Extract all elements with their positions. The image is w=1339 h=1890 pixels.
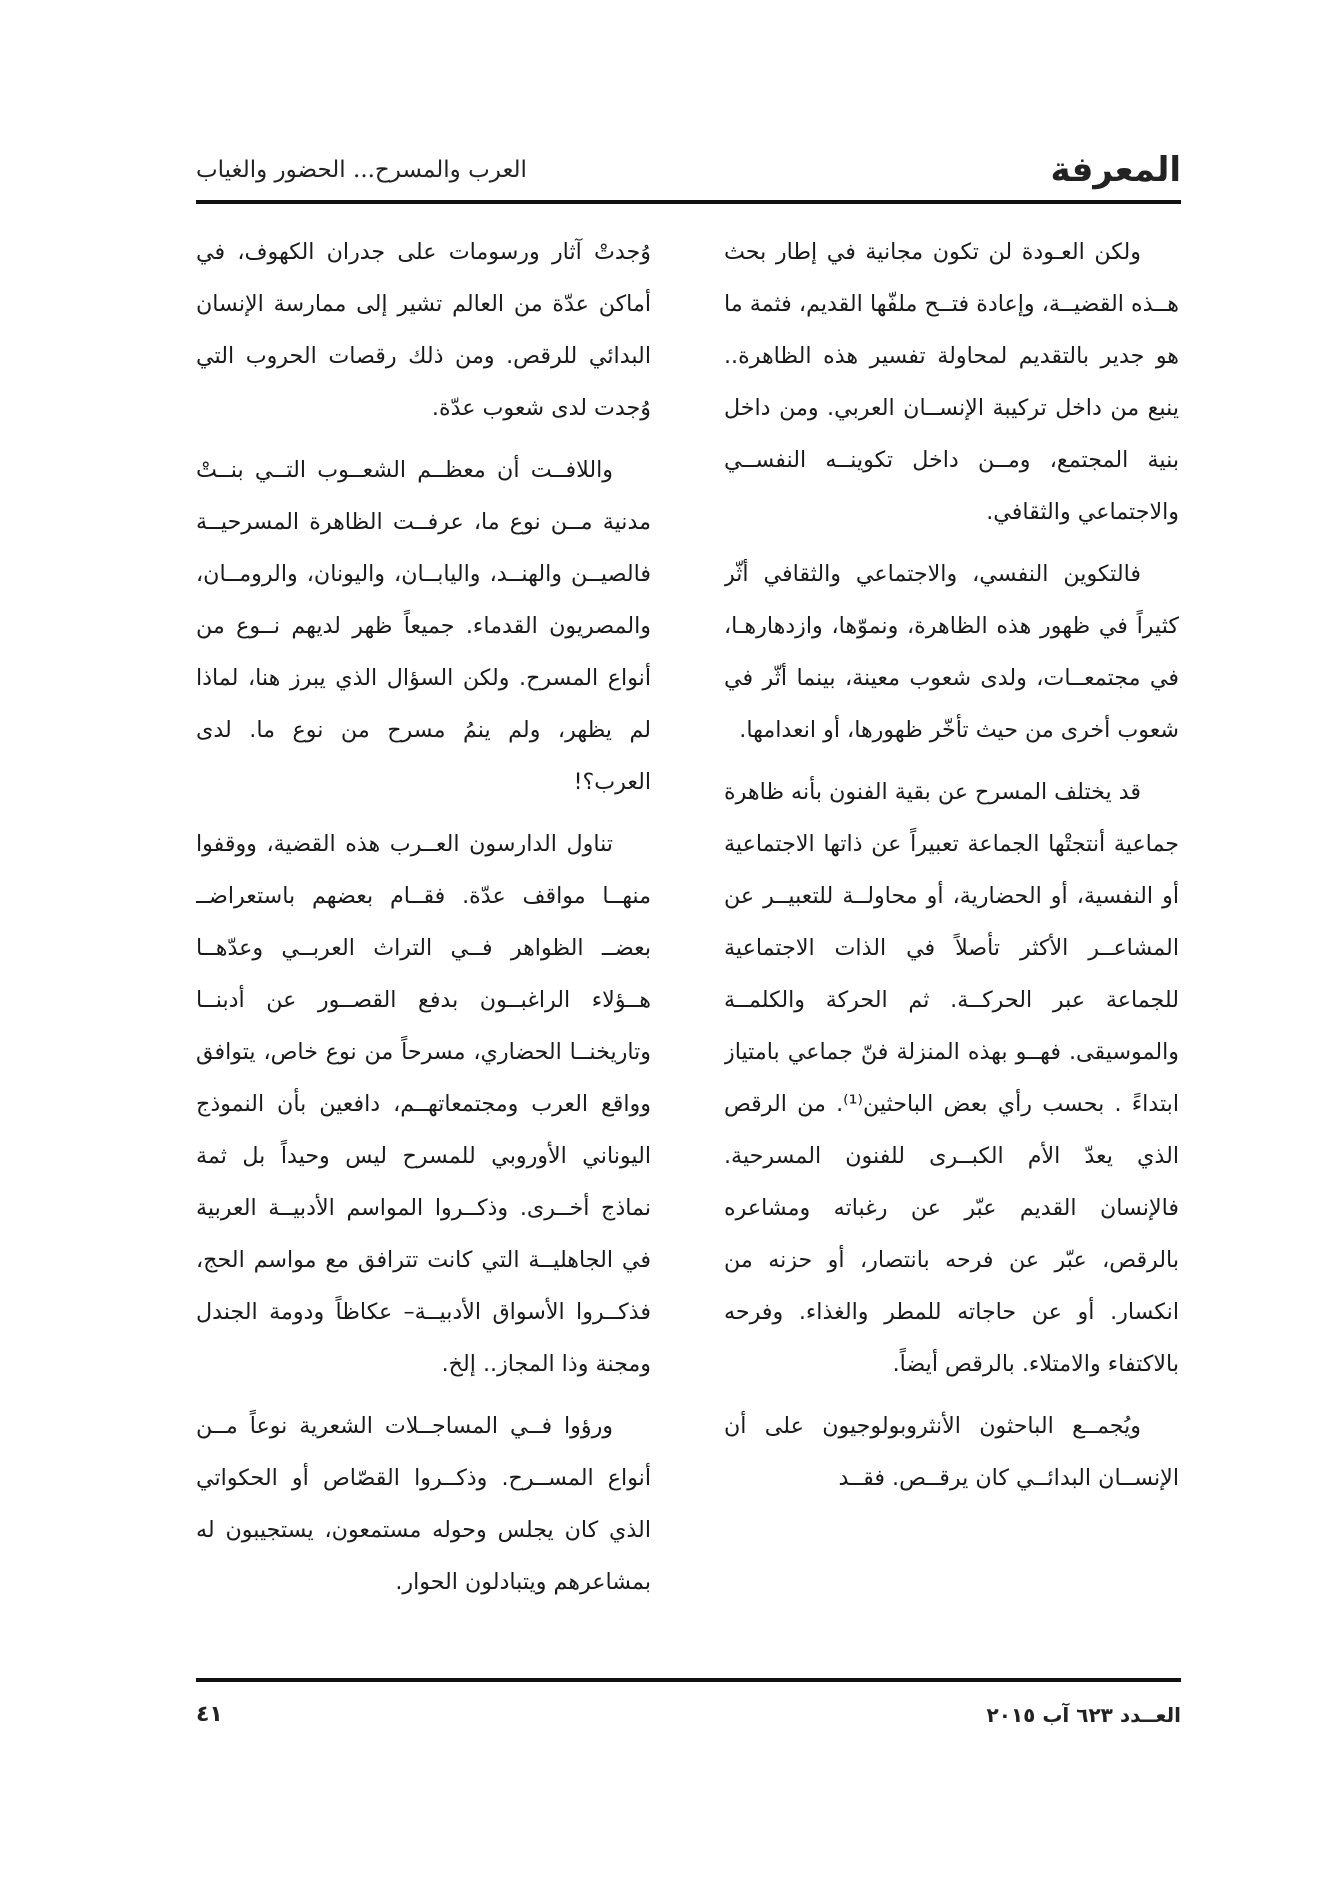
paragraph: تناول الدارسون العــرب هذه القضية، ووقفوا منهــا مواقف عدّة. فقــام بعضهم باستعراضــ بعضــ الظواهر فــي التراث العربــي وعدّهــا هــؤلاء الراغبــون بدفع القصــور عن أدبنــا وتاريخنــا الحضاري، مسرحاً من نوع خاص، يتوافق وواقع العرب ومجتمعاتهــم، دافعين بأن النموذج اليوناني الأوروبي للمسرح ليس وحيداً بل ثمة نماذج أخــرى. وذكــروا المواسم الأدبيــة العربية في الجاهليــة التي كانت تترافق مع مواسم الحج، فذكــروا الأسواق الأدبيــة– عكاظاً ودومة الجندل ومجنة وذا المجاز.. إلخ.: [196, 831, 651, 1377]
paragraph: وُجدتْ آثار ورسومات على جدران الكهوف، في أماكن عدّة من العالم تشير إلى ممارسة الإنسان البدائي للرقص. ومن ذلك رقصات الحروب التي وُجدت لدى شعوب عدّة.: [196, 239, 651, 421]
article-column-left: [196, 226, 651, 1666]
article-column-right: [724, 226, 1179, 1666]
page-number: ٤١: [196, 1702, 223, 1727]
page-footer: [196, 1698, 1181, 1732]
magazine-logo: المعرفة: [1050, 150, 1181, 190]
issue-info: العــدد ٦٢٣ آب ٢٠١٥: [986, 1703, 1181, 1727]
running-title: العرب والمسرح... الحضور والغياب: [196, 157, 527, 183]
paragraph: ولكن العـودة لن تكون مجانية في إطار بحث هــذه القضيــة، وإعادة فتــح ملفّها القديم، فثمة ما هو جدير بالتقديم لمحاولة تفسير هذه الظاهرة.. ينبع من داخل تركيبة الإنســان العربي. ومن داخل بنية المجتمع، ومــن داخل تكوينــه النفســي والاجتماعي والثقافي.: [724, 239, 1179, 525]
paragraph: واللافــت أن معظــم الشعــوب التــي بنــتْ مدنية مــن نوع ما، عرفــت الظاهرة المسرحيــة فالصيــن والهنــد، واليابــان، واليونان، والرومــان، والمصريون القدماء. جميعاً ظهر لديهم نــوع من أنواع المسرح. ولكن السؤال الذي يبرز هنا، لماذا لم يظهر، ولم ينمُ مسرح من نوع ما. لدى العرب؟!: [196, 457, 651, 795]
footer-rule: [196, 1678, 1181, 1682]
paragraph: فالتكوين النفسي، والاجتماعي والثقافي أثّر كثيراً في ظهور هذه الظاهرة، ونموّها، وازدهارهـا، في مجتمعــات، ولدى شعوب معينة، بينما أثّر في شعوب أخرى من حيث تأخّر ظهورها، أو انعدامها.: [724, 561, 1179, 743]
paragraph: قد يختلف المسرح عن بقية الفنون بأنه ظاهرة جماعية أنتجتْها الجماعة تعبيراً عن ذاتها الاجتماعية أو النفسية، أو الحضارية، أو محاولــة للتعبيــر عن المشاعــر الأكثر تأصلاً في الذات الاجتماعية للجماعة عبر الحركــة. ثم الحركة والكلمــة والموسيقى. فهــو بهذه المنزلة فنّ جماعي بامتياز ابتداءً . بحسب رأي بعض الباحثين⁽¹⁾. من الرقص الذي يعدّ الأم الكبــرى للفنون المسرحية. فالإنسان القديم عبّر عن رغباته ومشاعره بالرقص، عبّر عن فرحه بانتصار، أو حزنه من انكسار. أو عن حاجاته للمطر والغذاء. وفرحه بالاكتفاء والامتلاء. بالرقص أيضاً.: [724, 779, 1179, 1377]
page-header: [196, 150, 1181, 190]
header-rule: [196, 200, 1181, 204]
paragraph: ورؤوا فــي المساجــلات الشعرية نوعاً مــن أنواع المســرح. وذكــروا القصّاص أو الحكواتي الذي كان يجلس وحوله مستمعون، يستجيبون له بمشاعرهم ويتبادلون الحوار.: [196, 1413, 651, 1595]
paragraph: ويُجمــع الباحثون الأنثروبولوجيون على أن الإنســان البدائــي كان يرقــص. فقــد: [724, 1413, 1179, 1491]
